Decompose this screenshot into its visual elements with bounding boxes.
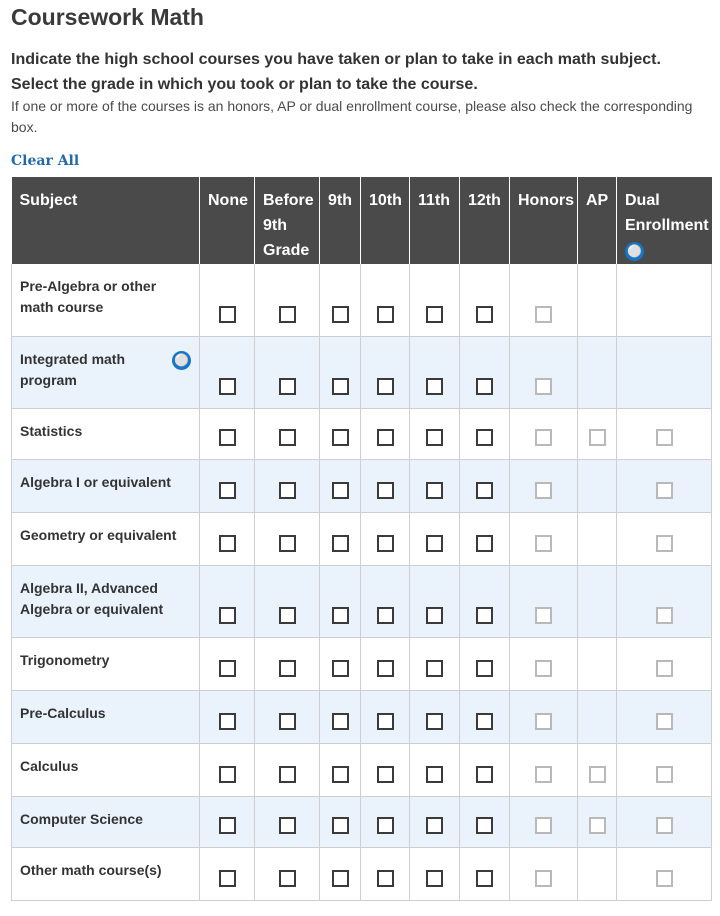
cell-honors <box>510 264 578 336</box>
table-row <box>12 690 712 743</box>
header-row <box>12 177 712 264</box>
checkbox-honors[interactable] <box>535 766 552 783</box>
subject-label: Other math course(s) <box>20 861 162 878</box>
cell-9th <box>320 743 361 796</box>
checkbox-12th[interactable] <box>476 607 493 624</box>
checkbox-honors[interactable] <box>535 378 552 395</box>
checkbox-12th[interactable] <box>476 429 493 446</box>
checkbox-9th[interactable] <box>332 817 349 834</box>
header-9th: 9th <box>320 177 361 264</box>
cell-dual-enrollment <box>617 512 712 565</box>
cell-12th <box>460 408 510 459</box>
checkbox-9th[interactable] <box>332 482 349 499</box>
table-row <box>12 637 712 690</box>
cell-12th <box>460 796 510 847</box>
cell-ap <box>578 847 617 900</box>
cell-none <box>200 408 255 459</box>
cell-honors <box>510 796 578 847</box>
cell-honors <box>510 565 578 637</box>
cell-honors <box>510 743 578 796</box>
checkbox-dual-enrollment[interactable] <box>656 535 673 552</box>
checkbox-12th[interactable] <box>476 817 493 834</box>
cell-9th <box>320 512 361 565</box>
cell-10th <box>361 796 410 847</box>
table-row <box>12 336 712 408</box>
checkbox-honors[interactable] <box>535 817 552 834</box>
cell-dual-enrollment <box>617 565 712 637</box>
instructions: Indicate the high school courses you have taken or plan to take in each math subject. Select the grade in which you took or plan to take the course. <box>11 51 661 93</box>
cell-11th <box>410 512 460 565</box>
cell-before-9th <box>255 512 320 565</box>
cell-11th <box>410 264 460 336</box>
checkbox-9th[interactable] <box>332 660 349 677</box>
cell-10th <box>361 512 410 565</box>
cell-before-9th <box>255 264 320 336</box>
checkbox-10th[interactable] <box>377 817 394 834</box>
page-title: Coursework Math <box>11 4 204 30</box>
checkbox-12th[interactable] <box>476 713 493 730</box>
cell-12th <box>460 637 510 690</box>
checkbox-before-9th[interactable] <box>279 535 296 552</box>
cell-honors <box>510 637 578 690</box>
checkbox-11th[interactable] <box>426 378 443 395</box>
checkbox-9th[interactable] <box>332 766 349 783</box>
checkbox-none[interactable] <box>219 766 236 783</box>
cell-10th <box>361 264 410 336</box>
cell-none <box>200 690 255 743</box>
header-before-9th: Before 9th Grade <box>255 177 320 264</box>
cell-11th <box>410 743 460 796</box>
cell-9th <box>320 847 361 900</box>
cell-11th <box>410 796 460 847</box>
cell-ap <box>578 690 617 743</box>
checkbox-10th[interactable] <box>377 482 394 499</box>
cell-10th <box>361 743 410 796</box>
table-row <box>12 408 712 459</box>
checkbox-none[interactable] <box>219 817 236 834</box>
checkbox-10th[interactable] <box>377 713 394 730</box>
cell-10th <box>361 336 410 408</box>
cell-11th <box>410 565 460 637</box>
cell-11th <box>410 637 460 690</box>
checkbox-none[interactable] <box>219 378 236 395</box>
cell-dual-enrollment <box>617 637 712 690</box>
cell-ap <box>578 408 617 459</box>
cell-ap <box>578 264 617 336</box>
cell-dual-enrollment <box>617 408 712 459</box>
checkbox-none[interactable] <box>219 429 236 446</box>
checkbox-before-9th[interactable] <box>279 607 296 624</box>
cell-9th <box>320 637 361 690</box>
cell-before-9th <box>255 336 320 408</box>
checkbox-dual-enrollment[interactable] <box>656 429 673 446</box>
checkbox-honors[interactable] <box>535 535 552 552</box>
cell-11th <box>410 336 460 408</box>
checkbox-11th[interactable] <box>426 713 443 730</box>
checkbox-10th[interactable] <box>377 870 394 887</box>
checkbox-9th[interactable] <box>332 429 349 446</box>
checkbox-before-9th[interactable] <box>279 713 296 730</box>
cell-9th <box>320 264 361 336</box>
checkbox-11th[interactable] <box>426 482 443 499</box>
instructions-subtext: If one or more of the courses is an honors, AP or dual enrollment course, please also check the corresponding box. <box>11 98 693 135</box>
checkbox-ap[interactable] <box>589 766 606 783</box>
checkbox-honors[interactable] <box>535 429 552 446</box>
cell-ap <box>578 637 617 690</box>
checkbox-none[interactable] <box>219 482 236 499</box>
checkbox-dual-enrollment[interactable] <box>656 607 673 624</box>
checkbox-none[interactable] <box>219 870 236 887</box>
table-row <box>12 743 712 796</box>
checkbox-honors[interactable] <box>535 870 552 887</box>
checkbox-9th[interactable] <box>332 607 349 624</box>
cell-before-9th <box>255 459 320 512</box>
subject-cell <box>12 336 200 408</box>
cell-9th <box>320 565 361 637</box>
checkbox-dual-enrollment[interactable] <box>656 660 673 677</box>
checkbox-10th[interactable] <box>377 607 394 624</box>
checkbox-dual-enrollment[interactable] <box>656 766 673 783</box>
cell-ap <box>578 512 617 565</box>
checkbox-12th[interactable] <box>476 870 493 887</box>
cell-none <box>200 264 255 336</box>
subject-cell <box>12 847 200 900</box>
cell-before-9th <box>255 690 320 743</box>
cell-honors <box>510 690 578 743</box>
subject-cell <box>12 743 200 796</box>
checkbox-12th[interactable] <box>476 660 493 677</box>
checkbox-11th[interactable] <box>426 306 443 323</box>
cell-none <box>200 743 255 796</box>
checkbox-11th[interactable] <box>426 660 443 677</box>
cell-9th <box>320 408 361 459</box>
table-row <box>12 847 712 900</box>
cell-12th <box>460 565 510 637</box>
cell-9th <box>320 796 361 847</box>
checkbox-12th[interactable] <box>476 306 493 323</box>
cell-9th <box>320 690 361 743</box>
subject-cell <box>12 408 200 459</box>
checkbox-12th[interactable] <box>476 535 493 552</box>
checkbox-10th[interactable] <box>377 535 394 552</box>
header-ap: AP <box>578 177 617 264</box>
table-row <box>12 264 712 336</box>
cell-none <box>200 565 255 637</box>
cell-before-9th <box>255 796 320 847</box>
subject-label: Algebra I or equivalent <box>20 473 171 490</box>
checkbox-ap[interactable] <box>589 817 606 834</box>
checkbox-none[interactable] <box>219 660 236 677</box>
subject-label: Algebra II, Advanced Algebra or equivalent <box>20 579 164 617</box>
cell-dual-enrollment <box>617 796 712 847</box>
cell-honors <box>510 408 578 459</box>
table-row <box>12 512 712 565</box>
cell-honors <box>510 512 578 565</box>
checkbox-11th[interactable] <box>426 766 443 783</box>
subject-cell <box>12 512 200 565</box>
cell-before-9th <box>255 637 320 690</box>
cell-9th <box>320 336 361 408</box>
checkbox-9th[interactable] <box>332 535 349 552</box>
checkbox-9th[interactable] <box>332 713 349 730</box>
cell-12th <box>460 459 510 512</box>
cell-11th <box>410 847 460 900</box>
checkbox-before-9th[interactable] <box>279 660 296 677</box>
cell-dual-enrollment <box>617 459 712 512</box>
checkbox-10th[interactable] <box>377 306 394 323</box>
checkbox-before-9th[interactable] <box>279 870 296 887</box>
checkbox-12th[interactable] <box>476 378 493 395</box>
checkbox-11th[interactable] <box>426 607 443 624</box>
checkbox-before-9th[interactable] <box>279 378 296 395</box>
cell-10th <box>361 847 410 900</box>
subject-label: Calculus <box>20 757 79 774</box>
checkbox-dual-enrollment[interactable] <box>656 817 673 834</box>
checkbox-10th[interactable] <box>377 429 394 446</box>
cell-dual-enrollment <box>617 743 712 796</box>
cell-11th <box>410 408 460 459</box>
cell-10th <box>361 408 410 459</box>
subject-cell <box>12 690 200 743</box>
subject-cell <box>12 565 200 637</box>
cell-12th <box>460 264 510 336</box>
checkbox-none[interactable] <box>219 306 236 323</box>
checkbox-11th[interactable] <box>426 535 443 552</box>
cell-none <box>200 796 255 847</box>
table-row <box>12 796 712 847</box>
checkbox-12th[interactable] <box>476 766 493 783</box>
checkbox-before-9th[interactable] <box>279 429 296 446</box>
table-row <box>12 565 712 637</box>
cell-12th <box>460 743 510 796</box>
checkbox-honors[interactable] <box>535 713 552 730</box>
checkbox-honors[interactable] <box>535 482 552 499</box>
subject-label: Pre-Calculus <box>20 704 106 721</box>
cell-dual-enrollment <box>617 264 712 336</box>
checkbox-11th[interactable] <box>426 870 443 887</box>
checkbox-9th[interactable] <box>332 306 349 323</box>
cell-before-9th <box>255 565 320 637</box>
checkbox-dual-enrollment[interactable] <box>656 870 673 887</box>
cell-before-9th <box>255 408 320 459</box>
header-dual-enrollment <box>617 177 712 264</box>
subject-label: Statistics <box>20 422 83 439</box>
checkbox-honors[interactable] <box>535 306 552 323</box>
cell-none <box>200 637 255 690</box>
header-12th: 12th <box>460 177 510 264</box>
checkbox-honors[interactable] <box>535 660 552 677</box>
cell-ap <box>578 459 617 512</box>
cell-dual-enrollment <box>617 847 712 900</box>
cell-10th <box>361 565 410 637</box>
header-subject: Subject <box>12 177 200 264</box>
checkbox-dual-enrollment[interactable] <box>656 482 673 499</box>
header-11th: 11th <box>410 177 460 264</box>
checkbox-ap[interactable] <box>589 429 606 446</box>
subject-label: Pre-Algebra or other math course <box>20 278 157 315</box>
info-lightbulb-icon[interactable]: ⚪ <box>172 351 191 370</box>
cell-9th <box>320 459 361 512</box>
cell-10th <box>361 637 410 690</box>
header-10th: 10th <box>361 177 410 264</box>
checkbox-9th[interactable] <box>332 378 349 395</box>
checkbox-none[interactable] <box>219 535 236 552</box>
cell-none <box>200 847 255 900</box>
cell-dual-enrollment <box>617 690 712 743</box>
cell-honors <box>510 847 578 900</box>
cell-12th <box>460 690 510 743</box>
clear-all-link[interactable]: Clear All <box>11 153 80 169</box>
cell-11th <box>410 690 460 743</box>
checkbox-9th[interactable] <box>332 870 349 887</box>
cell-ap <box>578 336 617 408</box>
subject-label: Computer Science <box>20 810 143 827</box>
header-dual-label: Dual Enrollment <box>625 192 709 234</box>
checkbox-11th[interactable] <box>426 817 443 834</box>
checkbox-11th[interactable] <box>426 429 443 446</box>
cell-honors <box>510 459 578 512</box>
checkbox-before-9th[interactable] <box>279 306 296 323</box>
cell-none <box>200 512 255 565</box>
cell-ap <box>578 565 617 637</box>
cell-none <box>200 459 255 512</box>
subject-label: Geometry or equivalent <box>20 526 177 543</box>
cell-before-9th <box>255 743 320 796</box>
subject-cell <box>12 459 200 512</box>
cell-none <box>200 336 255 408</box>
cell-dual-enrollment <box>617 336 712 408</box>
subject-label: Trigonometry <box>20 651 110 668</box>
checkbox-before-9th[interactable] <box>279 482 296 499</box>
info-lightbulb-icon[interactable]: ⚪ <box>625 242 644 261</box>
checkbox-none[interactable] <box>219 607 236 624</box>
cell-ap <box>578 743 617 796</box>
cell-before-9th <box>255 847 320 900</box>
cell-12th <box>460 847 510 900</box>
cell-12th <box>460 512 510 565</box>
cell-12th <box>460 336 510 408</box>
checkbox-before-9th[interactable] <box>279 766 296 783</box>
checkbox-10th[interactable] <box>377 378 394 395</box>
header-none: None <box>200 177 255 264</box>
checkbox-before-9th[interactable] <box>279 817 296 834</box>
checkbox-none[interactable] <box>219 713 236 730</box>
cell-ap <box>578 796 617 847</box>
subject-cell <box>12 637 200 690</box>
subject-label: Integrated math program <box>20 350 126 388</box>
checkbox-10th[interactable] <box>377 766 394 783</box>
cell-11th <box>410 459 460 512</box>
cell-10th <box>361 690 410 743</box>
checkbox-honors[interactable] <box>535 607 552 624</box>
checkbox-10th[interactable] <box>377 660 394 677</box>
table-row <box>12 459 712 512</box>
cell-10th <box>361 459 410 512</box>
checkbox-dual-enrollment[interactable] <box>656 713 673 730</box>
header-honors: Honors <box>510 177 578 264</box>
checkbox-12th[interactable] <box>476 482 493 499</box>
subject-cell <box>12 264 200 336</box>
subject-cell <box>12 796 200 847</box>
coursework-table <box>11 177 712 901</box>
cell-honors <box>510 336 578 408</box>
